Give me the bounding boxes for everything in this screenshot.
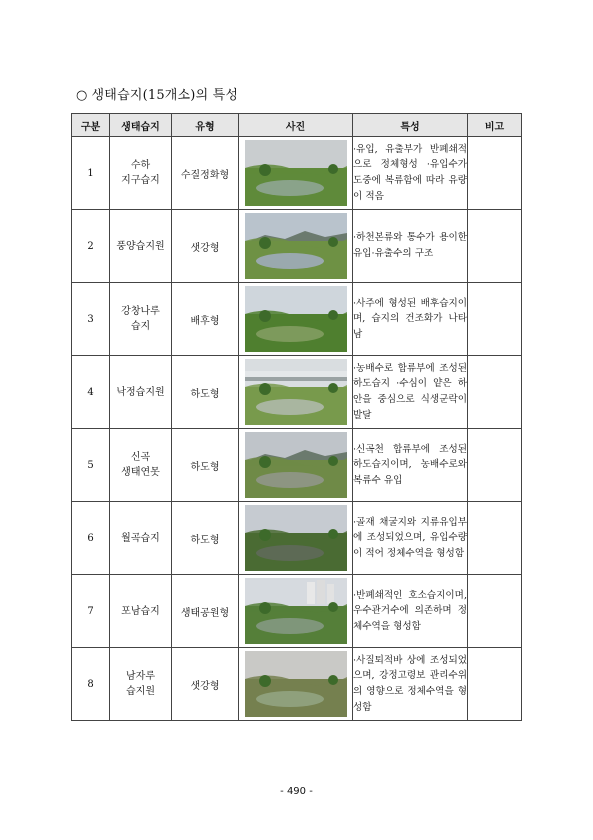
row-number: 4 [72,356,110,429]
wetland-name-line: 강창나루 [121,306,160,317]
wetland-features: ·골재 채굴지와 지류유입부에 조성되었으며, 유입수량이 적어 정체수역을 형성함 [353,502,468,575]
wetland-type: 하도형 [172,356,239,429]
col-header-num: 구분 [72,114,110,137]
wetland-features: ·신곡천 합류부에 조성된 하도습지이며, 농배수로와 복류수 유입 [353,429,468,502]
wetland-name-line: 남자루 [126,671,155,682]
row-number: 1 [72,137,110,210]
section-heading [76,84,238,103]
wetland-photo-7-icon [245,578,347,644]
page-number: - 490 - [280,786,313,797]
wetland-name [110,575,172,648]
wetland-name [110,283,172,356]
wetland-name-line: 습지 [130,321,151,332]
wetland-photo [239,210,353,283]
wetland-photo-4-icon [245,359,347,425]
wetland-features: ·유입, 유출부가 반폐쇄적으로 정체형성 ·유입수가 도중에 복류함에 따라 유량이 적음 [353,137,468,210]
table-row [72,575,522,648]
col-header-note: 비고 [468,114,522,137]
table-row [72,429,522,502]
wetland-features: ·농배수로 합류부에 조성된 하도습지 ·수심이 얕은 하안을 중심으로 식생군락이 발달 [353,356,468,429]
wetland-features: ·사질퇴적바 상에 조성되었으며, 강정고령보 관리수위의 영향으로 정체수역을 형성함 [353,648,468,721]
wetland-name-line: 수하 [130,160,151,171]
table-row [72,210,522,283]
wetland-note [468,502,522,575]
wetland-type: 하도형 [172,502,239,575]
wetland-note [468,575,522,648]
wetland-name-line: 습지원 [126,686,155,697]
wetland-photo-2-icon [245,213,347,279]
wetland-features: ·하천본류와 통수가 용이한 유입·유출수의 구조 [353,210,468,283]
row-number: 8 [72,648,110,721]
wetland-type: 샛강형 [172,648,239,721]
wetland-name-line: 월곡습지 [121,532,160,544]
col-header-type: 유형 [172,114,239,137]
wetland-photo [239,356,353,429]
wetland-type: 수질정화형 [172,137,239,210]
wetland-name [110,429,172,502]
wetland-name-line: 낙정습지원 [116,386,165,398]
table-row [72,502,522,575]
wetland-name-line: 신곡 [130,452,151,463]
wetland-table [71,113,522,721]
wetland-note [468,356,522,429]
table-row [72,137,522,210]
wetland-photo [239,575,353,648]
wetland-features: ·사주에 형성된 배후습지이며, 습지의 건조화가 나타남 [353,283,468,356]
wetland-type: 하도형 [172,429,239,502]
wetland-photo-8-icon [245,651,347,717]
wetland-features: ·반폐쇄적인 호소습지이며, 우수관거수에 의존하며 정체수역을 형성함 [353,575,468,648]
heading-text: 생태습지(15개소)의 특성 [91,88,239,103]
row-number: 3 [72,283,110,356]
wetland-type: 배후형 [172,283,239,356]
wetland-type: 생태공원형 [172,575,239,648]
row-number: 5 [72,429,110,502]
row-number: 6 [72,502,110,575]
col-header-name: 생태습지 [110,114,172,137]
heading-bullet: ○ [76,88,88,103]
wetland-photo [239,648,353,721]
wetland-name [110,137,172,210]
col-header-features: 특성 [353,114,468,137]
wetland-photo-6-icon [245,505,347,571]
wetland-name-line: 지구습지 [121,175,160,186]
wetland-photo [239,283,353,356]
row-number: 2 [72,210,110,283]
table-row [72,648,522,721]
table-row [72,356,522,429]
wetland-photo-5-icon [245,432,347,498]
wetland-name-line: 포남습지 [121,605,160,617]
wetland-name [110,648,172,721]
wetland-name [110,356,172,429]
wetland-note [468,137,522,210]
col-header-photo: 사진 [239,114,353,137]
wetland-photo [239,137,353,210]
wetland-name-line: 풍양습지원 [116,240,165,252]
wetland-note [468,648,522,721]
wetland-name [110,210,172,283]
table-row [72,283,522,356]
table-header-row [72,114,522,137]
wetland-photo [239,502,353,575]
wetland-name-line: 생태연못 [121,467,160,478]
row-number: 7 [72,575,110,648]
wetland-photo [239,429,353,502]
wetland-note [468,210,522,283]
wetland-note [468,283,522,356]
wetland-photo-1-icon [245,140,347,206]
wetland-photo-3-icon [245,286,347,352]
wetland-note [468,429,522,502]
wetland-type: 샛강형 [172,210,239,283]
wetland-name [110,502,172,575]
